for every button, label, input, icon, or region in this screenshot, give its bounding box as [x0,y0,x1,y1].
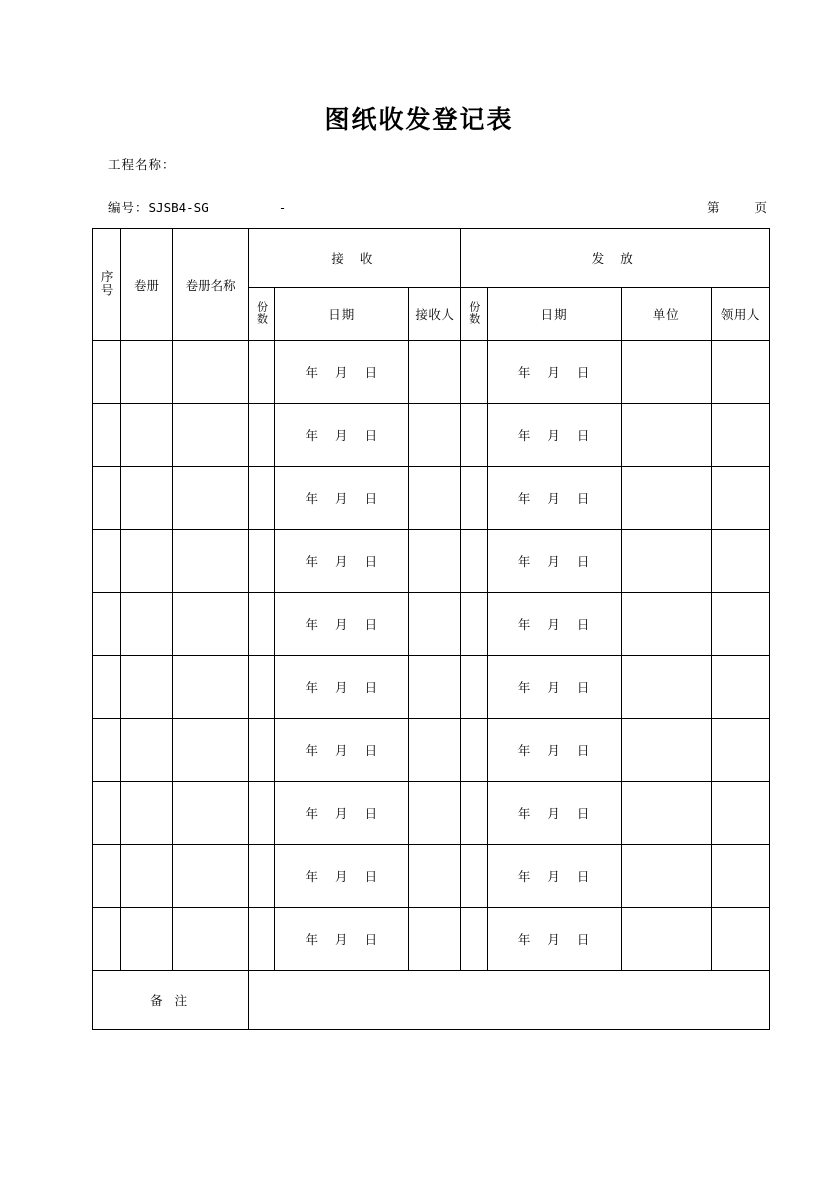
cell-volume[interactable] [121,593,173,656]
year-label: 年 [517,932,532,947]
cell-unit[interactable] [621,341,711,404]
month-label: 月 [547,932,561,947]
cell-volume-name[interactable] [173,341,249,404]
cell-receiver[interactable] [409,908,461,971]
day-label: 日 [576,491,591,506]
cell-seq[interactable] [93,845,121,908]
cell-issue-date[interactable] [487,530,621,593]
cell-volume-name[interactable] [173,467,249,530]
table-row [93,530,770,593]
day-label: 日 [364,806,379,821]
number-value: SJSB4-SG [148,200,209,215]
cell-issue-copies[interactable] [461,341,487,404]
cell-issue-copies[interactable] [461,845,487,908]
cell-receive-date[interactable] [275,719,409,782]
year-label: 年 [305,491,320,506]
cell-receiver[interactable] [409,467,461,530]
cell-receiver[interactable] [409,404,461,467]
cell-volume-name[interactable] [173,656,249,719]
cell-seq[interactable] [93,719,121,782]
cell-seq[interactable] [93,782,121,845]
year-label: 年 [517,491,532,506]
cell-issue-date[interactable] [487,341,621,404]
cell-receiver[interactable] [409,719,461,782]
cell-receive-date[interactable] [275,467,409,530]
month-label: 月 [335,617,349,632]
cell-issue-date[interactable] [487,845,621,908]
cell-receiver[interactable] [409,782,461,845]
cell-seq[interactable] [93,530,121,593]
table-row [93,656,770,719]
cell-issue-date[interactable] [487,908,621,971]
cell-issue-copies[interactable] [461,404,487,467]
day-label: 日 [576,428,591,443]
header-unit: 单位 [621,288,711,341]
cell-volume[interactable] [121,530,173,593]
table-footer-row [93,971,770,1030]
cell-seq[interactable] [93,593,121,656]
day-label: 日 [576,932,591,947]
page-title: 图纸收发登记表 [324,105,514,134]
cell-claimer[interactable] [711,341,769,404]
table-row [93,845,770,908]
cell-claimer[interactable] [711,845,769,908]
cell-seq[interactable] [93,908,121,971]
drawing-record-table [92,228,770,1030]
day-label: 日 [576,617,591,632]
header-receive-copies: 份数 [249,288,275,341]
cell-receive-date[interactable] [275,782,409,845]
day-label: 日 [576,869,591,884]
cell-receive-copies[interactable] [249,656,275,719]
year-label: 年 [517,428,532,443]
day-label: 日 [364,869,379,884]
cell-unit[interactable] [621,656,711,719]
header-issue-date: 日期 [487,288,621,341]
year-label: 年 [305,680,320,695]
month-label: 月 [547,491,561,506]
cell-issue-copies[interactable] [461,530,487,593]
cell-receive-copies[interactable] [249,845,275,908]
month-label: 月 [335,428,349,443]
header-seq: 序号 [93,229,121,341]
day-label: 日 [576,806,591,821]
cell-issue-copies[interactable] [461,719,487,782]
cell-issue-date[interactable] [487,782,621,845]
meta-row [108,198,768,216]
year-label: 年 [305,554,320,569]
header-receiver: 接收人 [409,288,461,341]
cell-volume-name[interactable] [173,593,249,656]
day-label: 日 [364,743,379,758]
day-label: 日 [576,680,591,695]
year-label: 年 [517,365,532,380]
cell-unit[interactable] [621,908,711,971]
cell-receive-copies[interactable] [249,908,275,971]
cell-issue-copies[interactable] [461,656,487,719]
year-label: 年 [305,617,320,632]
day-label: 日 [364,617,379,632]
year-label: 年 [305,806,320,821]
cell-issue-date[interactable] [487,719,621,782]
cell-receive-date[interactable] [275,341,409,404]
cell-volume-name[interactable] [173,719,249,782]
table-row [93,467,770,530]
day-label: 日 [364,491,379,506]
day-label: 日 [576,554,591,569]
cell-unit[interactable] [621,530,711,593]
cell-receive-date[interactable] [275,530,409,593]
cell-seq[interactable] [93,656,121,719]
year-label: 年 [305,869,320,884]
cell-seq[interactable] [93,467,121,530]
month-label: 月 [335,743,349,758]
month-label: 月 [547,806,561,821]
day-label: 日 [576,743,591,758]
cell-receiver[interactable] [409,530,461,593]
month-label: 月 [547,680,561,695]
cell-issue-date[interactable] [487,404,621,467]
year-label: 年 [305,932,320,947]
cell-volume[interactable] [121,467,173,530]
cell-claimer[interactable] [711,719,769,782]
page-number-label [707,198,768,216]
cell-receiver[interactable] [409,593,461,656]
cell-volume-name[interactable] [173,845,249,908]
cell-receive-date[interactable] [275,404,409,467]
page-label-second: 页 [754,200,768,215]
cell-receive-date[interactable] [275,656,409,719]
table-row [93,341,770,404]
month-label: 月 [547,365,561,380]
cell-issue-copies[interactable] [461,467,487,530]
month-label: 月 [335,491,349,506]
cell-volume-name[interactable] [173,782,249,845]
year-label: 年 [305,428,320,443]
cell-seq[interactable] [93,404,121,467]
year-label: 年 [517,554,532,569]
cell-receive-copies[interactable] [249,341,275,404]
table-body [93,341,770,971]
year-label: 年 [517,869,532,884]
cell-unit[interactable] [621,782,711,845]
month-label: 月 [335,365,349,380]
header-issue-copies: 份数 [461,288,487,341]
year-label: 年 [517,617,532,632]
cell-claimer[interactable] [711,530,769,593]
header-receive-group: 接 收 [249,229,461,288]
table-row [93,719,770,782]
cell-seq[interactable] [93,341,121,404]
year-label: 年 [305,365,320,380]
day-label: 日 [364,554,379,569]
cell-unit[interactable] [621,404,711,467]
month-label: 月 [547,617,561,632]
page-label-first: 第 [706,200,721,215]
cell-claimer[interactable] [711,656,769,719]
day-label: 日 [364,365,379,380]
remark-label: 备 注 [93,971,249,1030]
project-name-field: 工程名称： [108,157,176,172]
cell-issue-date[interactable] [487,467,621,530]
month-label: 月 [335,932,349,947]
cell-receive-date[interactable] [275,845,409,908]
cell-volume[interactable] [121,656,173,719]
number-dash: - [278,200,287,215]
cell-unit[interactable] [621,719,711,782]
cell-receive-date[interactable] [275,593,409,656]
header-volume: 卷册 [121,229,173,341]
day-label: 日 [364,932,379,947]
month-label: 月 [547,743,561,758]
cell-unit[interactable] [621,845,711,908]
table-row [93,404,770,467]
cell-volume[interactable] [121,404,173,467]
cell-receive-copies[interactable] [249,593,275,656]
year-label: 年 [305,743,320,758]
cell-issue-date[interactable] [487,656,621,719]
cell-issue-copies[interactable] [461,908,487,971]
header-claimer: 领用人 [711,288,769,341]
month-label: 月 [335,869,349,884]
cell-receive-copies[interactable] [249,719,275,782]
cell-claimer[interactable] [711,404,769,467]
cell-claimer[interactable] [711,593,769,656]
month-label: 月 [335,554,349,569]
cell-unit[interactable] [621,467,711,530]
number-label: 编号： [108,200,149,215]
cell-volume-name[interactable] [173,908,249,971]
cell-unit[interactable] [621,593,711,656]
cell-volume-name[interactable] [173,404,249,467]
month-label: 月 [335,680,349,695]
month-label: 月 [547,869,561,884]
cell-claimer[interactable] [711,908,769,971]
year-label: 年 [517,680,532,695]
header-receive-date: 日期 [275,288,409,341]
cell-claimer[interactable] [711,782,769,845]
cell-volume-name[interactable] [173,530,249,593]
cell-issue-date[interactable] [487,593,621,656]
cell-receive-copies[interactable] [249,404,275,467]
year-label: 年 [517,743,532,758]
header-issue-group: 发 放 [461,229,770,288]
month-label: 月 [547,428,561,443]
cell-issue-copies[interactable] [461,782,487,845]
cell-receiver[interactable] [409,845,461,908]
table-row [93,782,770,845]
cell-volume[interactable] [121,908,173,971]
month-label: 月 [547,554,561,569]
header-volume-name: 卷册名称 [173,229,249,341]
cell-receive-copies[interactable] [249,530,275,593]
cell-receiver[interactable] [409,656,461,719]
cell-receive-date[interactable] [275,908,409,971]
cell-volume[interactable] [121,341,173,404]
day-label: 日 [364,428,379,443]
table-header-row-top [93,229,770,288]
cell-receiver[interactable] [409,341,461,404]
year-label: 年 [517,806,532,821]
day-label: 日 [364,680,379,695]
cell-receive-copies[interactable] [249,467,275,530]
table-row [93,908,770,971]
cell-claimer[interactable] [711,467,769,530]
cell-receive-copies[interactable] [249,782,275,845]
month-label: 月 [335,806,349,821]
table-row [93,593,770,656]
cell-volume[interactable] [121,782,173,845]
cell-volume[interactable] [121,719,173,782]
cell-issue-copies[interactable] [461,593,487,656]
day-label: 日 [576,365,591,380]
cell-volume[interactable] [121,845,173,908]
remark-value[interactable] [249,971,770,1030]
